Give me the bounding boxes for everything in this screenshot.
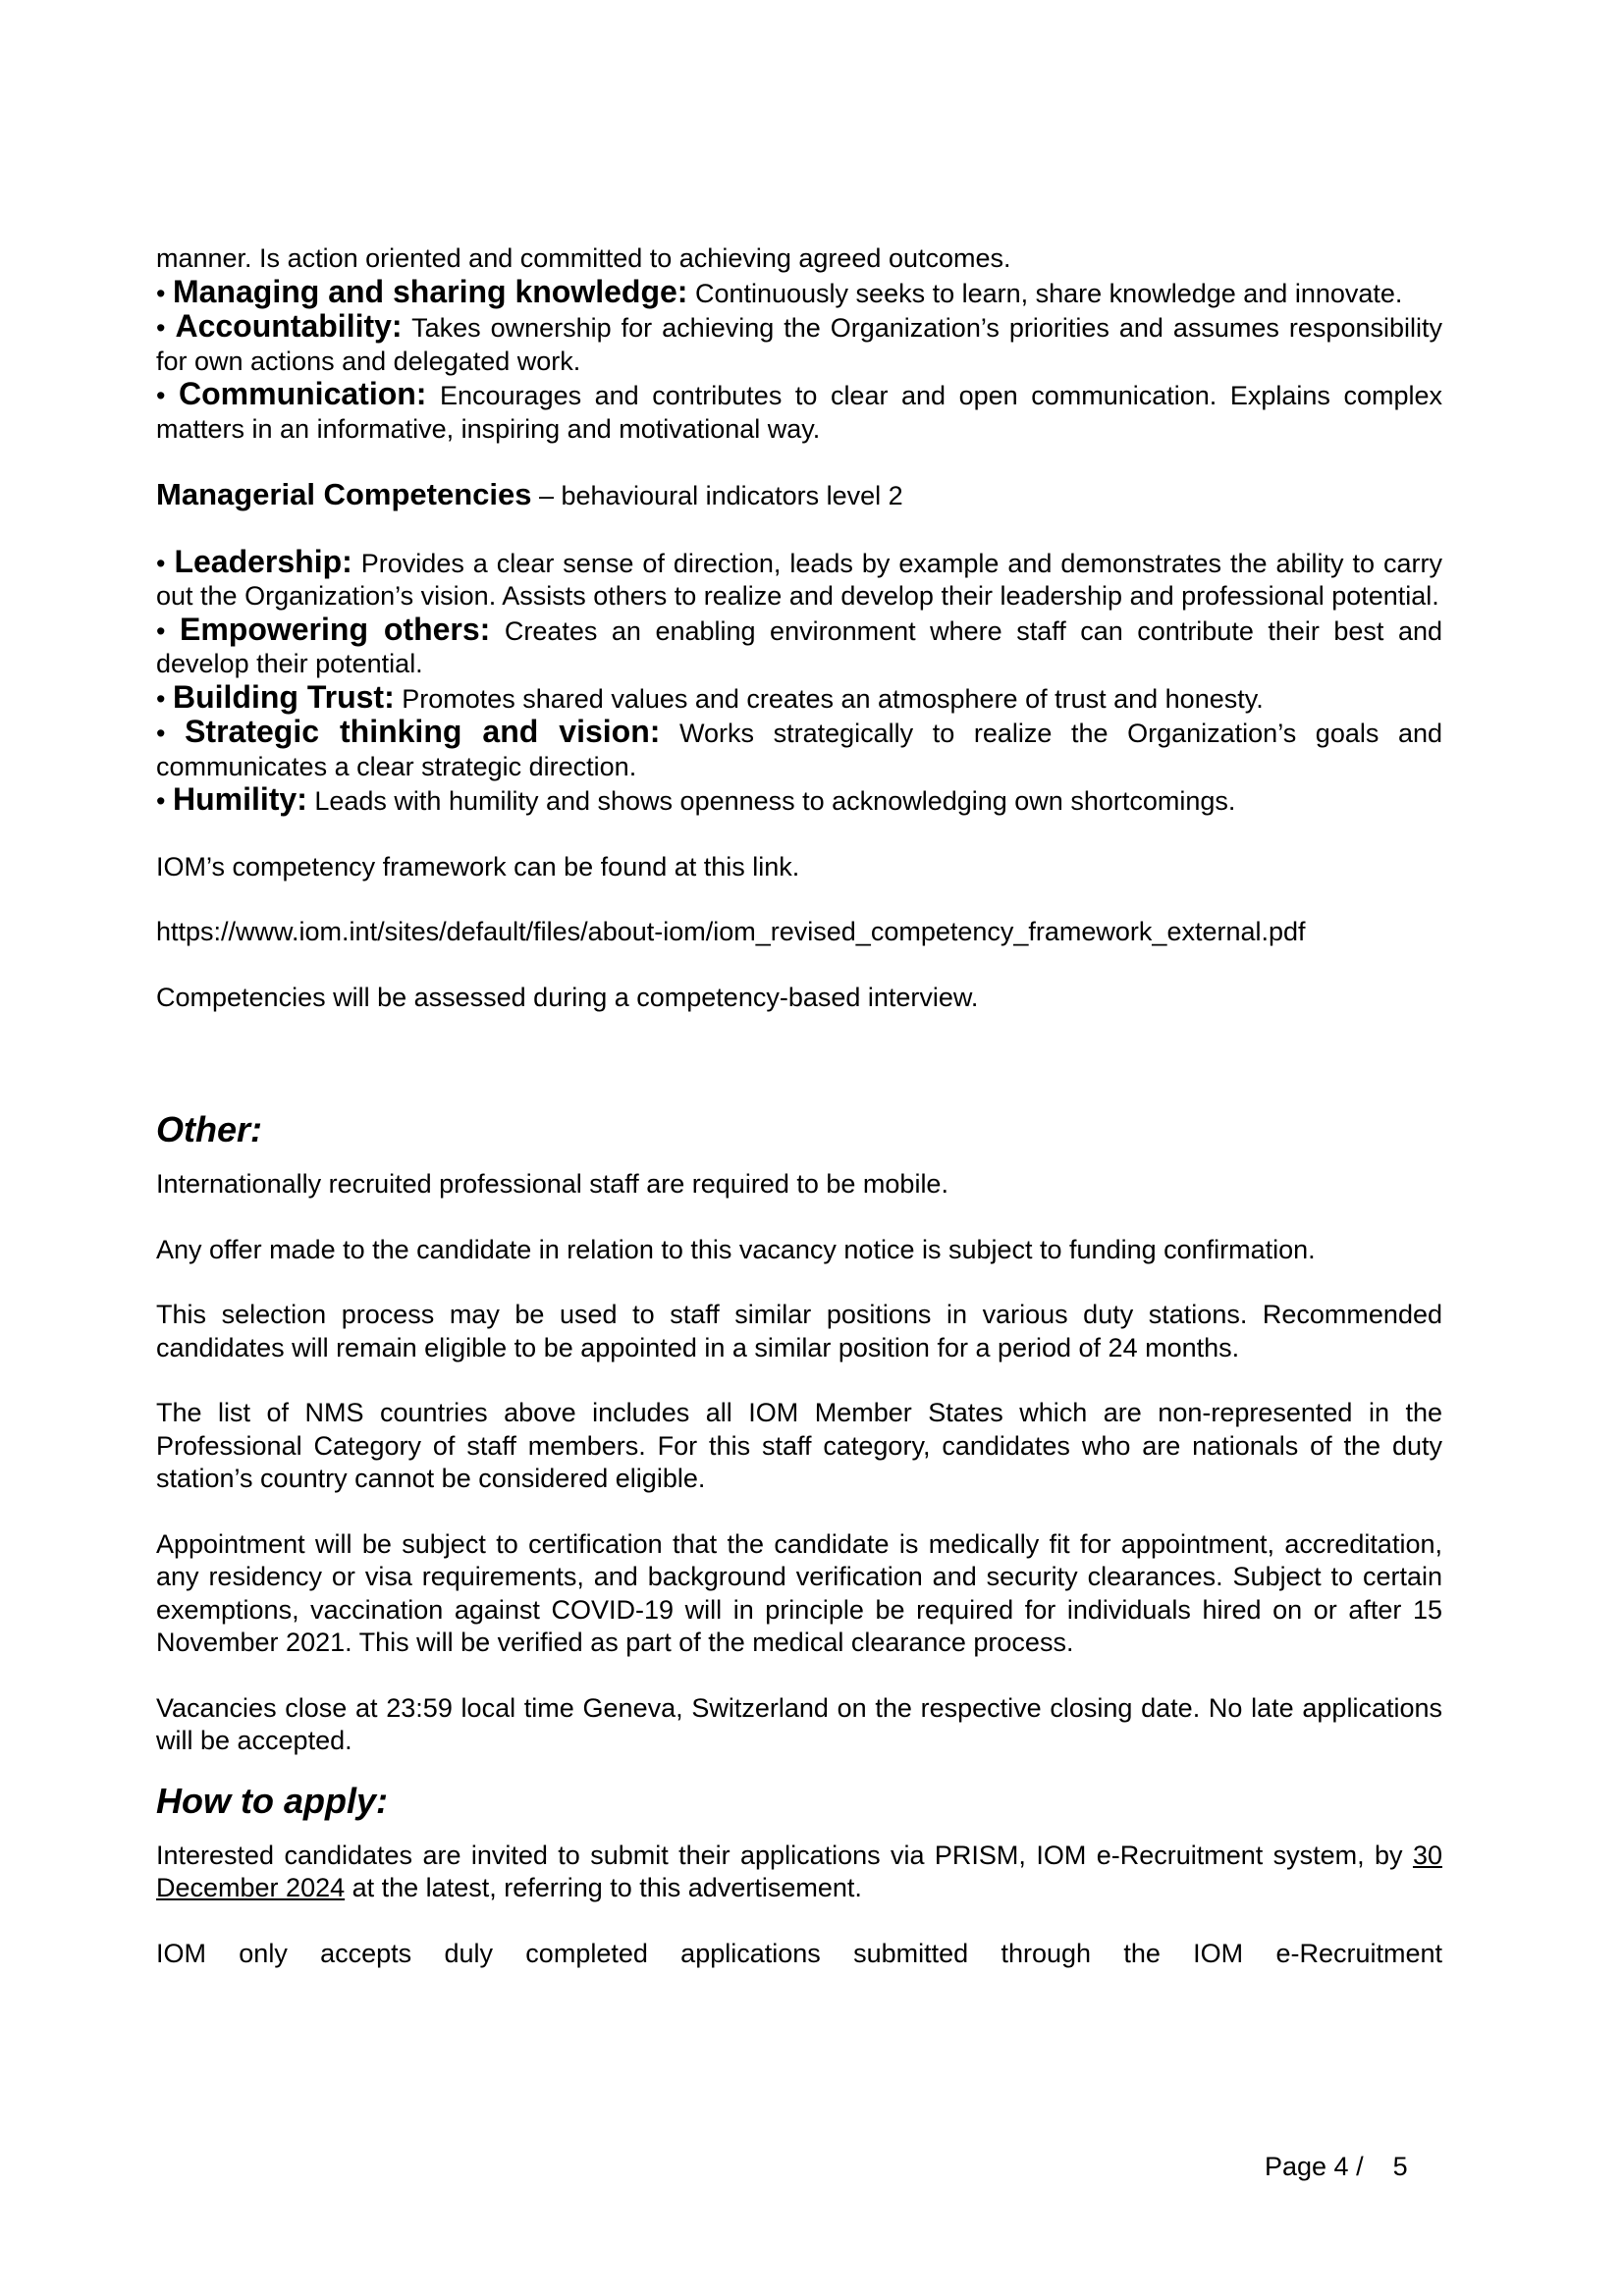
core-competency-item: • Accountability: Takes ownership for achieving the Organization’s priorities and assumes responsibility for own actions and delegated work.	[156, 308, 1442, 376]
apply-paragraph	[156, 1938, 1442, 1971]
competency-term: Empowering others:	[179, 611, 491, 647]
document-page	[156, 242, 1442, 1970]
page-label: Page 4 /	[1265, 2152, 1364, 2181]
other-paragraph: Appointment will be subject to certification that the candidate is medically fit for appointment, accreditation, any residency or visa requirements, and background verification and security clearances. Subject to certain exemptions, vaccination against COVID-19 will in principle be required for individuals hired on or after 15 November 2021. This will be verified as part of the medical clearance process.	[156, 1528, 1442, 1657]
how-to-apply-heading: How to apply:	[156, 1780, 388, 1821]
competency-term: Managing and sharing knowledge:	[172, 273, 688, 309]
competency-text: Creates an enabling environment where staff can contribute their best and develop their potential.	[156, 615, 1442, 678]
other-heading: Other:	[156, 1109, 262, 1149]
competency-text: Encourages and contributes to clear and open communication. Explains complex matters in an informative, inspiring and motivational way.	[156, 381, 1442, 444]
apply-text: at the latest, referring to this advertisement.	[345, 1873, 862, 1902]
other-paragraph: Vacancies close at 23:59 local time Geneva, Switzerland on the respective closing date. No late applications will be accepted.	[156, 1692, 1442, 1755]
competency-text: Leads with humility and shows openness to acknowledging own shortcomings.	[306, 786, 1236, 816]
managerial-competency-list	[156, 543, 1442, 819]
page-number	[1265, 2152, 1408, 2182]
competency-term: Humility:	[172, 781, 307, 817]
managerial-subtitle: – behavioural indicators level 2	[531, 481, 903, 510]
core-competency-item: • Managing and sharing knowledge: Continuously seeks to learn, share knowledge and innovate.	[156, 273, 1403, 309]
managerial-competency-item: • Empowering others: Creates an enabling environment where staff can contribute their best and develop their potential.	[156, 611, 1442, 678]
competency-term: Leadership:	[174, 543, 352, 579]
closing-date: 30 December 2024	[156, 1840, 1442, 1902]
apply-text: Interested candidates are invited to submit their applications via PRISM, IOM e-Recruitment system, by	[156, 1840, 1413, 1870]
other-paragraph: Internationally recruited professional staff are required to be mobile.	[156, 1169, 948, 1199]
managerial-competency-item: • Humility: Leads with humility and shows openness to acknowledging own shortcomings.	[156, 781, 1236, 817]
other-paragraph: The list of NMS countries above includes all IOM Member States which are non-represented in the Professional Category of staff members. For this staff category, candidates who are nationals of the duty station’s country cannot be considered eligible.	[156, 1398, 1442, 1493]
competency-term: Communication:	[179, 376, 427, 411]
intro-continuation: manner. Is action oriented and committed to achieving agreed outcomes.	[156, 243, 1011, 273]
apply-paragraph	[156, 1840, 1442, 1905]
competency-term: Strategic thinking and vision:	[185, 714, 661, 749]
managerial-heading	[156, 478, 1442, 513]
managerial-title: Managerial Competencies	[156, 477, 532, 511]
apply-text: IOM only accepts duly completed applications submitted through the IOM e-Recruitment	[156, 1938, 1442, 1968]
competency-term: Accountability:	[175, 308, 403, 344]
competency-text: Works strategically to realize the Organization’s goals and communicates a clear strategic direction.	[156, 719, 1442, 781]
other-paragraph: This selection process may be used to staff similar positions in various duty stations. Recommended candidates will remain eligible to be appointed in a similar position for a period of 24 months.	[156, 1300, 1442, 1362]
competency-text: Continuously seeks to learn, share knowledge and innovate.	[687, 278, 1403, 308]
managerial-competency-item: • Strategic thinking and vision: Works strategically to realize the Organization’s goals and communicates a clear strategic direction.	[156, 714, 1442, 781]
core-competency-list	[156, 273, 1442, 447]
core-competency-item: • Communication: Encourages and contributes to clear and open communication. Explains complex matters in an informative, inspiring and motivational way.	[156, 376, 1442, 444]
competency-text: Takes ownership for achieving the Organization’s priorities and assumes responsibility for own actions and delegated work.	[156, 313, 1442, 376]
framework-text: IOM’s competency framework can be found at this link.	[156, 851, 800, 881]
other-paragraph: Any offer made to the candidate in relation to this vacancy notice is subject to funding confirmation.	[156, 1234, 1316, 1264]
framework-link[interactable]: https://www.iom.int/sites/default/files/about-iom/iom_revised_competency_framework_external.pdf	[156, 917, 1306, 946]
competency-term: Building Trust:	[172, 678, 395, 715]
assessment-text: Competencies will be assessed during a competency-based interview.	[156, 982, 979, 1012]
managerial-competency-item: • Building Trust: Promotes shared values and creates an atmosphere of trust and honesty.	[156, 678, 1264, 715]
competency-text: Promotes shared values and creates an atmosphere of trust and honesty.	[394, 683, 1264, 714]
page-total: 5	[1392, 2152, 1408, 2181]
managerial-competency-item: • Leadership: Provides a clear sense of direction, leads by example and demonstrates the ability to carry out the Organization’s vision. Assists others to realize and develop their leadership and professional potential.	[156, 543, 1442, 611]
competency-text: Provides a clear sense of direction, leads by example and demonstrates the ability to carry out the Organization’s vision. Assists others to realize and develop their leadership and professional potential.	[156, 548, 1442, 611]
